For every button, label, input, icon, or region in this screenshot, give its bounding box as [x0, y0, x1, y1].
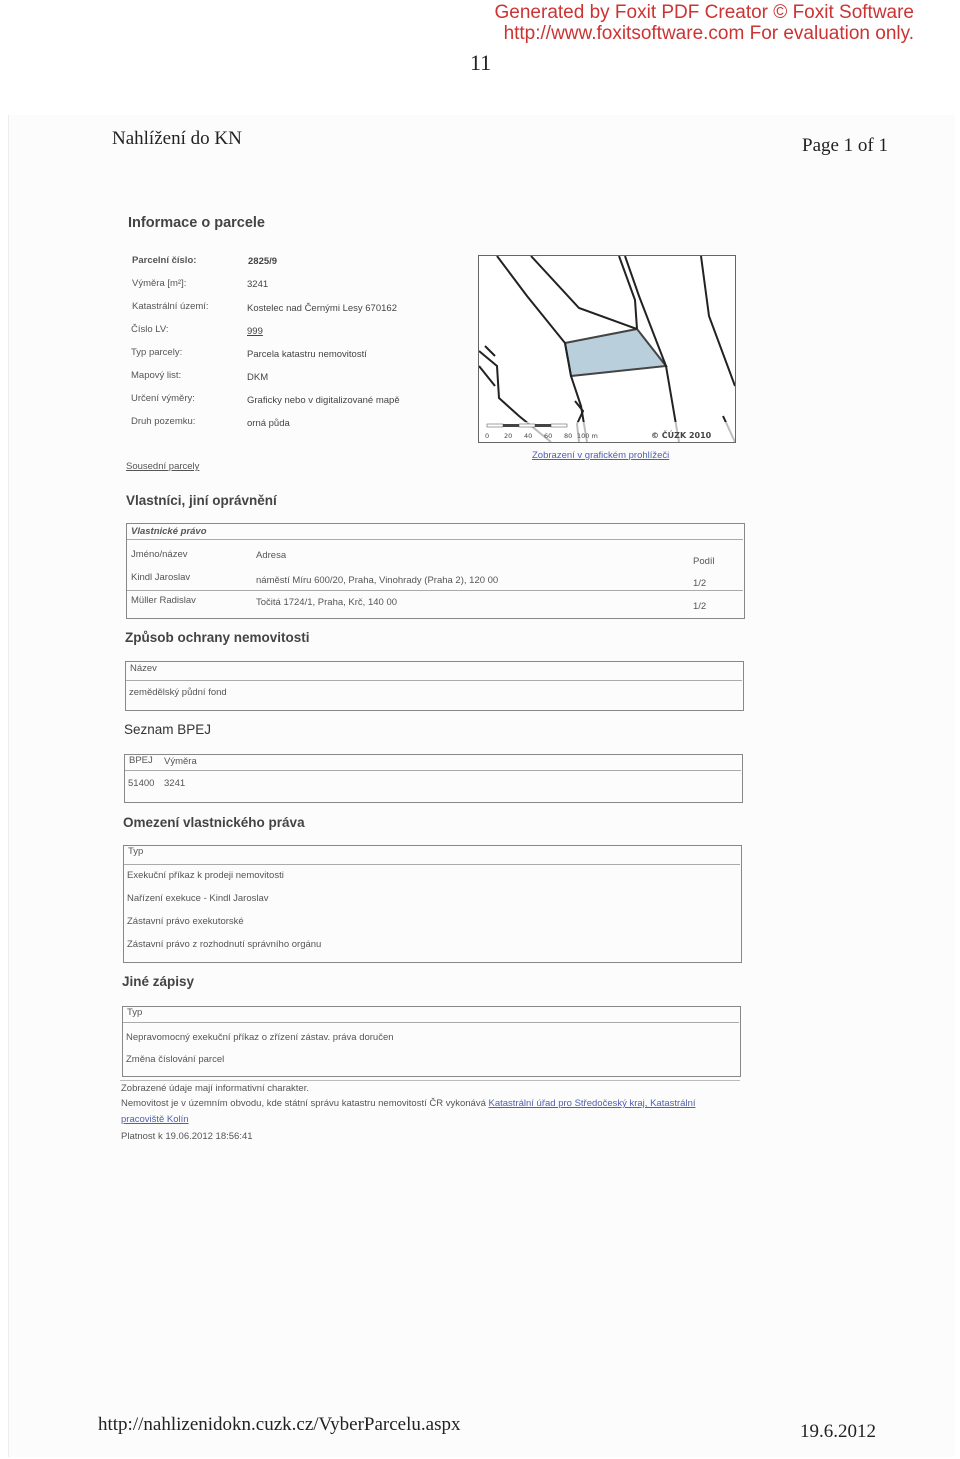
- page-number: 11: [470, 50, 492, 75]
- scale-label-20: 20: [504, 432, 513, 440]
- scale-label-80: 80: [564, 432, 573, 440]
- owner-2-address: Točitá 1724/1, Praha, Krč, 140 00: [256, 597, 398, 608]
- graphic-viewer-link[interactable]: Zobrazení v grafickém prohlížeči: [532, 450, 670, 461]
- neighbor-parcels-link[interactable]: Sousední parcely: [126, 461, 200, 472]
- label-land-type: Druh pozemku:: [131, 416, 196, 427]
- scale-label-100m: 100 m: [577, 432, 598, 440]
- section-parcel-info-title: Informace o parcele: [128, 215, 265, 231]
- bpej-table-divider: [125, 770, 741, 771]
- scale-label-0: 0: [485, 432, 490, 440]
- label-parcel-number: Parcelní číslo:: [132, 255, 197, 266]
- cadastral-map[interactable]: [478, 255, 736, 443]
- label-area: Výměra [m²]:: [132, 278, 187, 289]
- value-area: 3241: [247, 279, 269, 290]
- owners-row-divider: [127, 590, 743, 591]
- restriction-item-1: Exekuční příkaz k prodeji nemovitosti: [127, 870, 284, 881]
- selected-parcel-highlight: [565, 329, 666, 376]
- label-lv-number: Číslo LV:: [131, 324, 169, 335]
- owner-2-share: 1/2: [693, 601, 707, 612]
- label-parcel-type: Typ parcely:: [131, 347, 183, 358]
- owners-header-name: Jméno/název: [131, 549, 188, 560]
- protection-header-name: Název: [130, 663, 157, 674]
- scale-label-60: 60: [544, 432, 553, 440]
- value-land-type: orná půda: [247, 418, 290, 429]
- owner-1-share: 1/2: [693, 578, 707, 589]
- restriction-item-2: Nařízení exekuce - Kindl Jaroslav: [127, 893, 269, 904]
- value-parcel-number: 2825/9: [248, 256, 278, 267]
- bpej-area: 3241: [164, 778, 186, 789]
- owners-header-share: Podíl: [693, 556, 715, 567]
- scale-label-40: 40: [524, 432, 533, 440]
- other-record-item-2: Změna číslování parcel: [126, 1054, 225, 1065]
- print-header-page: Page 1 of 1: [802, 135, 889, 156]
- print-footer-date: 19.6.2012: [800, 1421, 876, 1442]
- section-bpej-title: Seznam BPEJ: [124, 722, 212, 737]
- restriction-item-3: Zástavní právo exekutorské: [127, 916, 244, 927]
- cadastral-workplace-link[interactable]: pracoviště Kolín: [121, 1114, 189, 1125]
- bpej-header-area: Výměra: [164, 756, 197, 767]
- validity-date: Platnost k 19.06.2012 18:56:41: [121, 1131, 253, 1142]
- value-map-sheet: DKM: [247, 372, 269, 383]
- restrictions-table-divider: [124, 864, 740, 865]
- bpej-header-code: BPEJ: [129, 755, 153, 766]
- value-cadastral-area: Kostelec nad Černými Lesy 670162: [247, 303, 397, 314]
- label-cadastral-area: Katastrální území:: [132, 301, 209, 312]
- watermark-line-2: http://www.foxitsoftware.com For evaluation only.: [503, 23, 914, 44]
- section-owners-title: Vlastníci, jiní oprávnění: [126, 493, 277, 508]
- section-other-records-title: Jiné zápisy: [122, 974, 195, 989]
- ownership-right-title: Vlastnické právo: [131, 526, 207, 537]
- value-parcel-type: Parcela katastru nemovitostí: [247, 349, 367, 360]
- cadastral-office-link[interactable]: Katastrální úřad pro Středočeský kraj, Katastrální: [488, 1098, 696, 1109]
- label-area-determination: Určení výměry:: [131, 393, 195, 404]
- restrictions-header-type: Typ: [128, 846, 144, 857]
- protection-table-divider: [126, 680, 742, 681]
- owner-1-address: náměstí Míru 600/20, Praha, Vinohrady (Praha 2), 120 00: [256, 575, 499, 586]
- owners-table-divider: [127, 539, 743, 540]
- informative-note: Zobrazené údaje mají informativní charakter.: [121, 1083, 309, 1094]
- lv-number-link[interactable]: 999: [247, 326, 263, 337]
- watermark-line-1: Generated by Foxit PDF Creator © Foxit Software: [494, 2, 914, 23]
- foxit-watermark: [495, 2, 914, 44]
- owner-2-name: Müller Radislav: [131, 595, 196, 606]
- owners-table: [126, 523, 745, 619]
- print-header-title: Nahlížení do KN: [112, 128, 242, 149]
- jurisdiction-text: Nemovitost je v územním obvodu, kde státní správu katastru nemovitostí ČR vykonává: [121, 1098, 486, 1109]
- owner-1-name: Kindl Jaroslav: [131, 572, 191, 583]
- value-area-determination: Graficky nebo v digitalizované mapě: [247, 395, 400, 406]
- bpej-table: [124, 754, 743, 803]
- section-restrictions-title: Omezení vlastnického práva: [123, 815, 305, 830]
- bpej-code: 51400: [128, 778, 155, 789]
- map-drawing: [479, 256, 735, 442]
- jurisdiction-note: [121, 1098, 696, 1109]
- section-protection-title: Způsob ochrany nemovitosti: [125, 630, 310, 645]
- other-record-item-1: Nepravomocný exekuční příkaz o zřízení zástav. práva doručen: [126, 1032, 394, 1043]
- map-copyright: © ČÚZK 2010: [651, 431, 712, 440]
- owners-header-address: Adresa: [256, 550, 287, 561]
- protection-table: [125, 661, 744, 711]
- protection-value: zemědělský půdní fond: [129, 687, 227, 698]
- other-records-header-type: Typ: [127, 1007, 143, 1018]
- print-footer-url: http://nahlizenidokn.cuzk.cz/VyberParcelu.aspx: [98, 1414, 461, 1435]
- restriction-item-4: Zástavní právo z rozhodnutí správního orgánu: [127, 939, 322, 950]
- notes-divider: [120, 1080, 740, 1081]
- label-map-sheet: Mapový list:: [131, 370, 182, 381]
- other-records-table-divider: [123, 1022, 739, 1023]
